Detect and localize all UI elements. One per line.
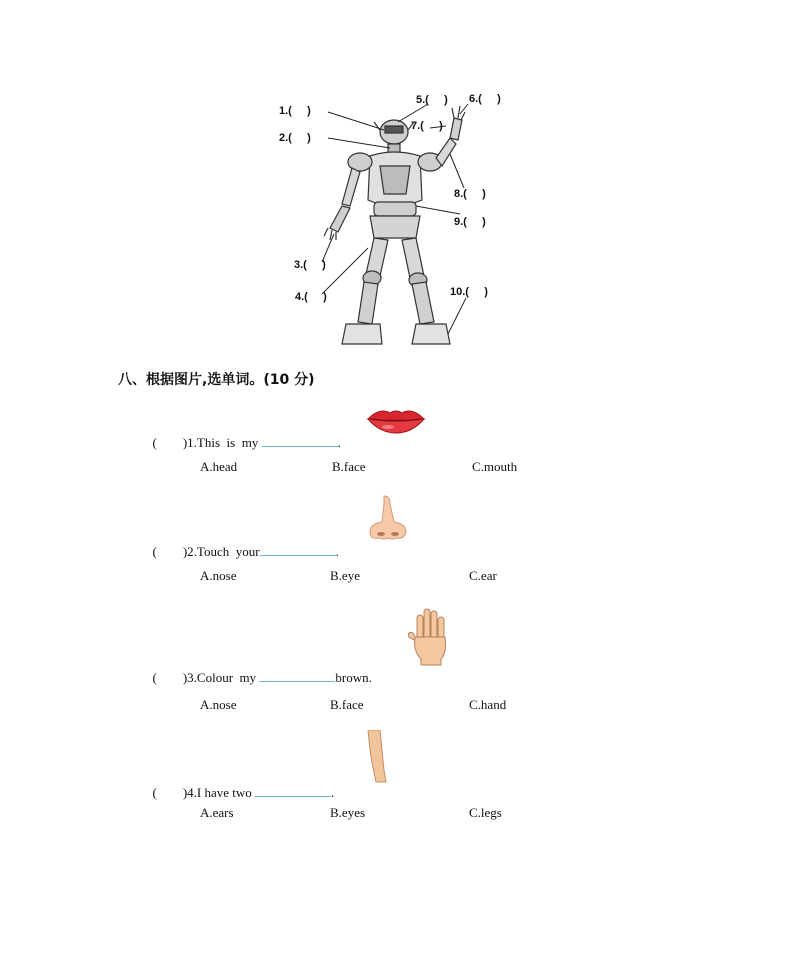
question-text: This is my: [196, 435, 262, 450]
fill-blank[interactable]: [255, 784, 331, 797]
robot-label-6: 6.( ): [469, 93, 501, 105]
fill-blank[interactable]: [259, 669, 335, 682]
answer-paren[interactable]: ( ): [152, 544, 188, 559]
question-text-end: .: [331, 785, 335, 800]
fill-blank[interactable]: [262, 434, 338, 447]
option-b[interactable]: B.face: [332, 459, 366, 474]
fill-blank[interactable]: [260, 543, 336, 556]
question-text-end: .: [337, 435, 341, 450]
option-a[interactable]: A.nose: [200, 697, 237, 712]
option-c[interactable]: C.legs: [469, 805, 502, 820]
option-b[interactable]: B.eye: [330, 568, 360, 583]
question-2: [146, 527, 339, 560]
question-text-end: brown.: [335, 670, 372, 685]
option-c[interactable]: C.hand: [469, 697, 507, 712]
option-c[interactable]: C.mouth: [472, 459, 518, 474]
robot-label-5: 5.( ): [416, 94, 448, 106]
robot-label-4: 4.( ): [295, 291, 327, 303]
question-number: 2.: [187, 544, 197, 559]
question-text: Touch your: [196, 544, 260, 559]
option-a[interactable]: A.nose: [200, 568, 237, 583]
robot-label-7: 7.( ): [411, 120, 443, 132]
robot-label-2: 2.( ): [279, 132, 311, 144]
lips-icon: [366, 405, 426, 440]
option-a[interactable]: A.ears: [200, 805, 234, 820]
question-number: 1.: [187, 435, 197, 450]
section-title: 八、根据图片,选单词。(10 分): [118, 372, 315, 388]
robot-label-8: 8.( ): [454, 188, 486, 200]
robot-label-1: 1.( ): [279, 105, 311, 117]
hand-icon: [405, 607, 453, 672]
question-number: 3.: [187, 670, 197, 685]
answer-paren[interactable]: ( ): [152, 785, 188, 800]
leg-icon: [364, 730, 388, 789]
robot-figure: [270, 88, 530, 358]
question-3: [146, 653, 372, 686]
option-b[interactable]: B.eyes: [330, 805, 366, 820]
question-number: 4.: [187, 785, 197, 800]
question-text-end: .: [335, 544, 339, 559]
robot-label-9: 9.( ): [454, 216, 486, 228]
option-c[interactable]: C.ear: [469, 568, 497, 583]
question-text: I have two: [196, 785, 256, 800]
option-b[interactable]: B.face: [330, 697, 364, 712]
nose-icon: [366, 494, 410, 547]
question-text: Colour my: [196, 670, 260, 685]
question-1: [146, 418, 341, 451]
robot-icon: [270, 88, 530, 358]
question-4: [146, 768, 334, 801]
robot-label-10: 10.( ): [450, 286, 488, 298]
option-a[interactable]: A.head: [200, 459, 238, 474]
answer-paren[interactable]: ( ): [152, 435, 188, 450]
answer-paren[interactable]: ( ): [152, 670, 188, 685]
robot-label-3: 3.( ): [294, 259, 326, 271]
